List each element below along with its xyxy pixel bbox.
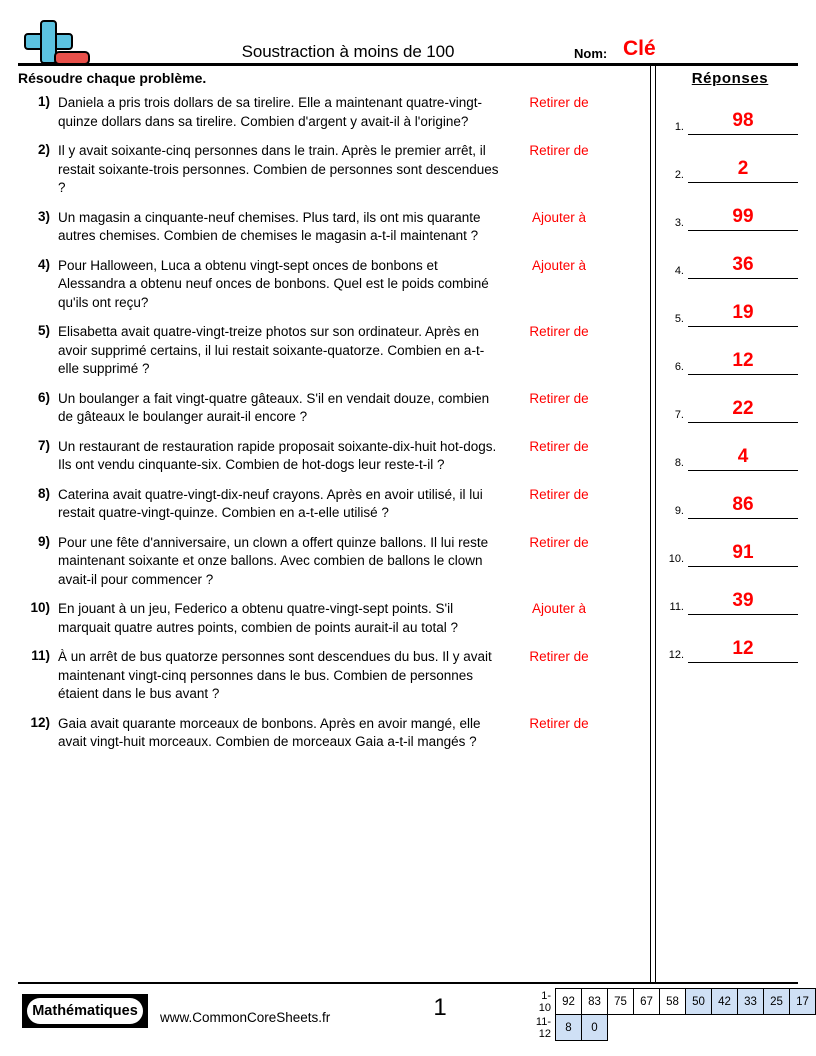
answer-row (662, 567, 798, 615)
problem-number: 10) (30, 600, 50, 615)
answer-blank-line[interactable] (688, 158, 798, 183)
score-cell: 8 (556, 1015, 582, 1041)
answer-key-badge: Clé (623, 37, 656, 60)
problem-number: 11) (31, 648, 50, 663)
answer-index: 12. (668, 649, 684, 661)
problem-text: Caterina avait quatre-vingt-dix-neuf crayons. Après en avoir utilisé, il lui restait quatre-vingt-quinze. Combien en a-t-elle utilisé ? (58, 486, 483, 520)
problem-operation-label: Retirer de (529, 649, 589, 664)
problem-operation-label: Retirer de (529, 486, 589, 502)
problem-text: Un restaurant de restauration rapide proposait soixante-dix-huit hot-dogs. Ils ont vendu cinquante-six. Combien de hot-dogs leur reste-t-il ? (58, 438, 497, 472)
answer-row (662, 615, 798, 663)
answer-row (662, 423, 798, 471)
answer-row (662, 135, 798, 183)
page-number: 1 (433, 994, 447, 1021)
problem-item (18, 600, 633, 637)
problem-list (18, 94, 633, 763)
answer-index: 7. (674, 409, 684, 421)
instruction-text: Résoudre chaque problème. (18, 70, 207, 86)
page-title: Soustraction à moins de 100 (241, 42, 455, 61)
problem-number: 8) (37, 485, 50, 501)
brand-logo (22, 994, 148, 1028)
score-table-row (530, 1015, 816, 1041)
problem-text: Elisabetta avait quatre-vingt-treize photos sur son ordinateur. Après en avoir supprimé certains, il lui restait soixante-quatorze. Combien en a-t-elle supprimé ? (58, 324, 485, 376)
problem-item (18, 390, 633, 427)
answer-blank-line[interactable] (688, 638, 798, 663)
answer-blank-line[interactable] (688, 206, 798, 231)
problem-operation-label: Retirer de (529, 324, 589, 339)
problem-item (18, 323, 633, 379)
answer-blank-line[interactable] (688, 398, 798, 423)
worksheet-header (18, 14, 798, 62)
answer-value: 39 (732, 590, 754, 611)
score-cell: 42 (712, 989, 738, 1015)
answer-value: 12 (732, 350, 754, 371)
problem-operation-label: Retirer de (529, 438, 589, 454)
score-cell-empty (608, 1015, 634, 1041)
score-cell-empty (712, 1015, 738, 1041)
answer-index: 4. (674, 265, 684, 277)
score-table (530, 988, 816, 1041)
problem-number: 2) (37, 142, 50, 157)
score-table-grid (530, 988, 816, 1041)
score-table-body (530, 989, 816, 1041)
answer-value: 91 (732, 542, 754, 563)
problem-operation-label: Retirer de (529, 95, 589, 110)
problem-operation-label: Ajouter à (531, 601, 587, 616)
score-cell-empty (686, 1015, 712, 1041)
column-divider (650, 66, 656, 982)
score-range-label: 11-12 (535, 1015, 551, 1040)
answer-index: 2. (674, 169, 684, 181)
answer-value: 36 (732, 254, 754, 275)
answer-index: 3. (674, 217, 684, 229)
answer-value: 99 (732, 206, 754, 227)
score-cell: 92 (556, 989, 582, 1015)
problem-number: 6) (37, 389, 50, 405)
answer-value: 22 (732, 398, 754, 419)
answer-value: 19 (732, 302, 754, 323)
problem-item (18, 534, 633, 590)
problem-text: Il y avait soixante-cinq personnes dans le train. Après le premier arrêt, il restait soixante-trois personnes. Combien de personnes sont descendues ? (58, 143, 499, 195)
plus-center-fill (42, 35, 55, 48)
problem-item (18, 438, 633, 475)
problem-text: Pour Halloween, Luca a obtenu vingt-sept onces de bonbons et Alessandra a obtenu neuf onces de bonbons. Quel est le poids combiné qu'ils ont reçu? (58, 257, 489, 310)
divider-line-left (650, 66, 651, 982)
problem-number: 12) (30, 714, 50, 730)
answer-value: 2 (737, 158, 749, 179)
problem-operation-label: Retirer de (529, 715, 589, 731)
problem-item (18, 94, 633, 131)
problem-text: Un magasin a cinquante-neuf chemises. Plus tard, ils ont mis quarante autres chemises. Combien de chemises le magasin a-t-il maintenant ? (58, 209, 481, 243)
answer-row (662, 279, 798, 327)
brand-label: Mathématiques (27, 998, 143, 1024)
problem-item (18, 209, 633, 246)
score-cell-empty (790, 1015, 816, 1041)
answer-index: 10. (668, 553, 684, 565)
answer-index: 5. (674, 313, 684, 325)
plus-minus-logo-icon (18, 18, 90, 68)
answer-index: 11. (669, 601, 684, 613)
score-cell: 25 (764, 989, 790, 1015)
answers-panel (662, 68, 798, 663)
answer-row (662, 183, 798, 231)
score-cell-empty (764, 1015, 790, 1041)
problem-operation-label: Retirer de (529, 390, 589, 406)
score-cell: 75 (608, 989, 634, 1015)
footer-divider-rule (18, 982, 798, 984)
score-cell: 50 (686, 989, 712, 1015)
score-cell: 83 (582, 989, 608, 1015)
problem-operation-label: Ajouter à (531, 209, 587, 225)
answer-blank-line[interactable] (688, 254, 798, 279)
problem-number: 7) (37, 437, 50, 453)
score-cell-empty (660, 1015, 686, 1041)
problem-item (18, 648, 633, 704)
answer-value: 12 (732, 638, 754, 659)
answer-blank-line[interactable] (688, 542, 798, 567)
answer-row (662, 87, 798, 135)
answer-row (662, 231, 798, 279)
score-table-row (530, 989, 816, 1015)
answer-index: 9. (674, 505, 684, 517)
divider-line-right (655, 66, 656, 982)
problem-operation-label: Retirer de (529, 143, 589, 158)
problem-text: Gaia avait quarante morceaux de bonbons. Après en avoir mangé, elle avait vingt-huit morceaux. Combien de morceaux Gaia a-t-il mangés ? (58, 715, 481, 749)
answer-blank-line[interactable] (688, 350, 798, 375)
answer-index: 6. (674, 361, 684, 373)
answer-blank-line[interactable] (688, 446, 798, 471)
score-cell: 33 (738, 989, 764, 1015)
answer-value: 86 (732, 494, 754, 515)
answer-value: 98 (732, 110, 754, 131)
problem-text: En jouant à un jeu, Federico a obtenu quatre-vingt-sept points. S'il marquait quatre autres points, combien de points aurait-il au total ? (58, 601, 458, 635)
score-cell: 58 (660, 989, 686, 1015)
score-cell-empty (634, 1015, 660, 1041)
problem-text: Pour une fête d'anniversaire, un clown a offert quinze ballons. Il lui reste maintenant soixante et onze ballons. Avec combien de ballons le clown avait-il pour commencer ? (58, 534, 489, 587)
problem-item (18, 486, 633, 523)
problem-operation-label: Ajouter à (531, 257, 587, 273)
score-cell: 67 (634, 989, 660, 1015)
problem-number: 1) (37, 94, 50, 109)
problem-item (18, 715, 633, 752)
answer-value: 4 (737, 446, 749, 467)
score-range-label: 1-10 (538, 989, 551, 1014)
answer-blank-line[interactable] (688, 302, 798, 327)
answer-index: 8. (674, 457, 684, 469)
answer-blank-line[interactable] (688, 110, 798, 135)
problem-item (18, 257, 633, 313)
problem-text: À un arrêt de bus quatorze personnes sont descendues du bus. Il y avait maintenant vingt-cinq personnes dans le bus. Combien de personnes étaient dans le bus avant ? (58, 649, 492, 701)
answer-row (662, 471, 798, 519)
problem-text: Un boulanger a fait vingt-quatre gâteaux. S'il en vendait douze, combien de gâteaux le boulanger aurait-il encore ? (58, 390, 490, 424)
answer-list (662, 87, 798, 663)
answers-title: Réponses (691, 70, 769, 87)
answer-blank-line[interactable] (688, 494, 798, 519)
answer-row (662, 375, 798, 423)
name-label: Nom: (574, 46, 608, 61)
website-url: www.CommonCoreSheets.fr (160, 1010, 331, 1025)
answer-index: 1. (674, 121, 684, 133)
problem-number: 4) (37, 256, 50, 272)
problem-text: Daniela a pris trois dollars de sa tirelire. Elle a maintenant quatre-vingt-quinze dollars dans sa tirelire. Combien d'argent y avait-il à l'origine? (58, 95, 482, 129)
problem-item (18, 142, 633, 198)
problem-number: 3) (37, 208, 50, 224)
score-cell: 0 (582, 1015, 608, 1041)
answer-row (662, 327, 798, 375)
answer-row (662, 519, 798, 567)
answer-blank-line[interactable] (688, 590, 798, 615)
header-divider-rule (18, 63, 798, 66)
problem-operation-label: Retirer de (529, 534, 589, 550)
problem-number: 5) (37, 323, 50, 338)
problem-number: 9) (37, 533, 50, 549)
score-cell: 17 (790, 989, 816, 1015)
score-cell-empty (738, 1015, 764, 1041)
